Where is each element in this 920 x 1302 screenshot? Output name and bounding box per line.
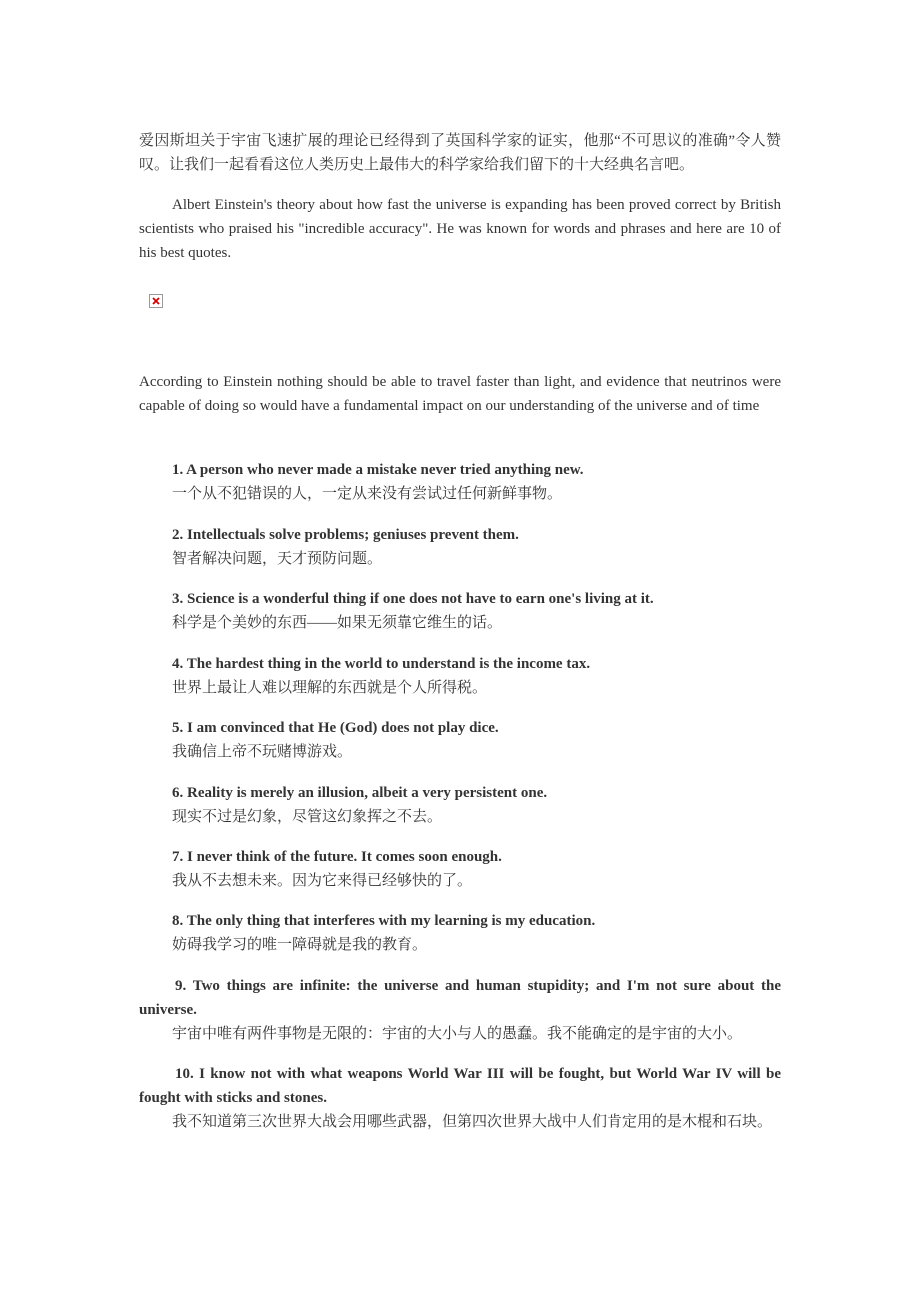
broken-image-icon xyxy=(149,294,163,308)
quote-english: 6. Reality is merely an illusion, albeit a very persistent one. xyxy=(172,785,548,801)
quote-item-3 xyxy=(139,587,781,635)
quote-item-5 xyxy=(139,716,781,764)
quote-chinese: 现实不过是幻象，尽管这幻象挥之不去。 xyxy=(172,809,443,825)
quote-chinese: 我确信上帝不玩赌博游戏。 xyxy=(172,744,353,760)
quote-item-1 xyxy=(139,458,781,506)
quote-item-4 xyxy=(139,652,781,700)
quote-english: 5. I am convinced that He (God) does not play dice. xyxy=(172,720,499,736)
quote-chinese: 智者解决问题，天才预防问题。 xyxy=(172,551,383,567)
quote-item-8 xyxy=(139,909,781,957)
quote-english: 3. Science is a wonderful thing if one does not have to earn one's living at it. xyxy=(172,591,654,607)
red-x-icon xyxy=(152,297,160,305)
quote-item-6 xyxy=(139,781,781,829)
quote-item-7 xyxy=(139,845,781,893)
quote-english: 1. A person who never made a mistake never tried anything new. xyxy=(172,462,584,478)
quote-chinese: 我不知道第三次世界大战会用哪些武器，但第四次世界大战中人们肯定用的是木棍和石块。 xyxy=(172,1114,773,1130)
quote-chinese: 一个从不犯错误的人，一定从来没有尝试过任何新鲜事物。 xyxy=(172,486,563,502)
quote-chinese: 我从不去想未来。因为它来得已经够快的了。 xyxy=(172,873,473,889)
quote-english: 7. I never think of the future. It comes soon enough. xyxy=(172,849,502,865)
quote-chinese: 宇宙中唯有两件事物是无限的：宇宙的大小与人的愚蠢。我不能确定的是宇宙的大小。 xyxy=(172,1026,743,1042)
quote-english: 4. The hardest thing in the world to understand is the income tax. xyxy=(172,656,591,672)
quote-english: 9. Two things are infinite: the universe and human stupidity; and I'm not sure about the universe. xyxy=(139,978,781,1018)
intro-chinese: 爱因斯坦关于宇宙飞速扩展的理论已经得到了英国科学家的证实，他那“不可思议的准确”令人赞叹。让我们一起看看这位人类历史上最伟大的科学家给我们留下的十大经典名言吧。 xyxy=(139,133,781,173)
quote-item-10 xyxy=(139,1062,781,1134)
quote-chinese: 妨碍我学习的唯一障碍就是我的教育。 xyxy=(172,937,428,953)
quote-english: 8. The only thing that interferes with my learning is my education. xyxy=(172,913,596,929)
quote-chinese: 世界上最让人难以理解的东西就是个人所得税。 xyxy=(172,680,488,696)
quote-item-2 xyxy=(139,523,781,571)
quote-chinese: 科学是个美妙的东西——如果无须靠它维生的话。 xyxy=(172,615,503,631)
quote-english: 2. Intellectuals solve problems; geniuses prevent them. xyxy=(172,527,519,543)
intro-english: Albert Einstein's theory about how fast the universe is expanding has been proved correct by British scientists who praised his "incredible accuracy". He was known for words and phrases and here are 10 of his best quotes. xyxy=(139,197,781,261)
quote-item-9 xyxy=(139,974,781,1046)
image-caption: According to Einstein nothing should be able to travel faster than light, and evidence that neutrinos were capable of doing so would have a fundamental impact on our understanding of the universe and of time xyxy=(139,374,781,414)
quote-english: 10. I know not with what weapons World War III will be fought, but World War IV will be fought with sticks and stones. xyxy=(139,1066,781,1106)
